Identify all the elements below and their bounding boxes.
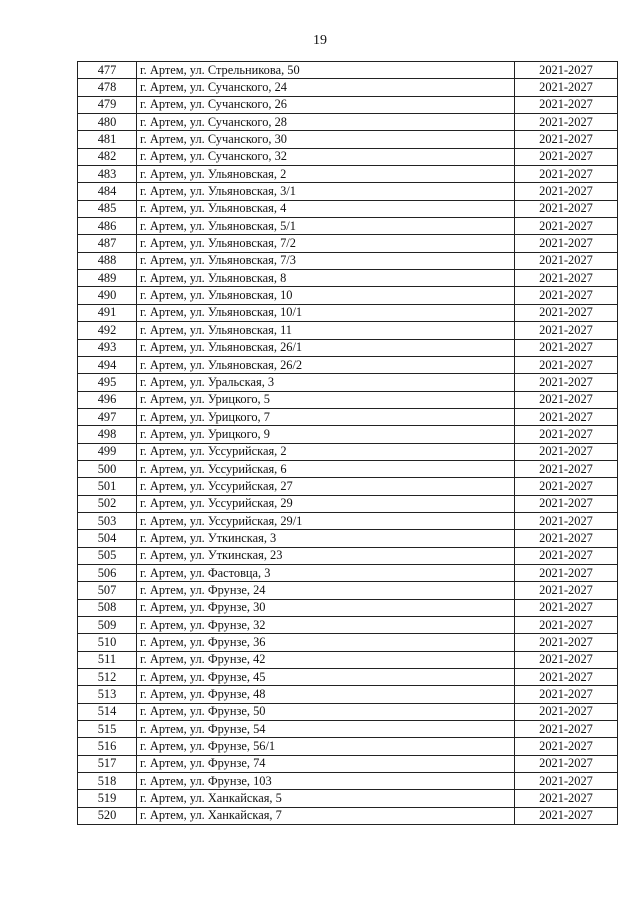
table-row	[78, 148, 618, 165]
period-cell: 2021-2027	[515, 62, 618, 79]
table-row	[78, 322, 618, 339]
table-row	[78, 131, 618, 148]
period-cell: 2021-2027	[515, 200, 618, 217]
period-cell: 2021-2027	[515, 96, 618, 113]
table-row	[78, 252, 618, 269]
address-cell: г. Артем, ул. Урицкого, 9	[137, 426, 515, 443]
table-row	[78, 79, 618, 96]
address-cell: г. Артем, ул. Сучанского, 30	[137, 131, 515, 148]
address-cell: г. Артем, ул. Фрунзе, 74	[137, 755, 515, 772]
period-cell: 2021-2027	[515, 564, 618, 581]
table-row	[78, 703, 618, 720]
address-cell: г. Артем, ул. Уральская, 3	[137, 374, 515, 391]
table-row	[78, 512, 618, 529]
address-cell: г. Артем, ул. Ульяновская, 26/1	[137, 339, 515, 356]
address-table	[77, 61, 618, 825]
row-number-cell: 479	[78, 96, 137, 113]
period-cell: 2021-2027	[515, 79, 618, 96]
table-row	[78, 790, 618, 807]
address-cell: г. Артем, ул. Сучанского, 24	[137, 79, 515, 96]
address-cell: г. Артем, ул. Ульяновская, 10	[137, 287, 515, 304]
table-row	[78, 599, 618, 616]
table-row	[78, 426, 618, 443]
period-cell: 2021-2027	[515, 617, 618, 634]
row-number-cell: 509	[78, 617, 137, 634]
period-cell: 2021-2027	[515, 339, 618, 356]
period-cell: 2021-2027	[515, 755, 618, 772]
row-number-cell: 505	[78, 547, 137, 564]
address-cell: г. Артем, ул. Фрунзе, 56/1	[137, 738, 515, 755]
row-number-cell: 500	[78, 460, 137, 477]
table-row	[78, 96, 618, 113]
row-number-cell: 481	[78, 131, 137, 148]
address-cell: г. Артем, ул. Ульяновская, 2	[137, 166, 515, 183]
row-number-cell: 486	[78, 218, 137, 235]
period-cell: 2021-2027	[515, 669, 618, 686]
address-cell: г. Артем, ул. Ханкайская, 7	[137, 807, 515, 824]
address-cell: г. Артем, ул. Ульяновская, 5/1	[137, 218, 515, 235]
row-number-cell: 510	[78, 634, 137, 651]
address-cell: г. Артем, ул. Сучанского, 26	[137, 96, 515, 113]
table-row	[78, 755, 618, 772]
address-cell: г. Артем, ул. Фрунзе, 42	[137, 651, 515, 668]
table-row	[78, 460, 618, 477]
row-number-cell: 517	[78, 755, 137, 772]
address-cell: г. Артем, ул. Уссурийская, 6	[137, 460, 515, 477]
period-cell: 2021-2027	[515, 634, 618, 651]
table-row	[78, 374, 618, 391]
table-row	[78, 582, 618, 599]
address-cell: г. Артем, ул. Фрунзе, 24	[137, 582, 515, 599]
address-cell: г. Артем, ул. Фрунзе, 36	[137, 634, 515, 651]
row-number-cell: 490	[78, 287, 137, 304]
row-number-cell: 494	[78, 356, 137, 373]
address-cell: г. Артем, ул. Ульяновская, 10/1	[137, 304, 515, 321]
address-cell: г. Артем, ул. Уткинская, 23	[137, 547, 515, 564]
address-cell: г. Артем, ул. Фрунзе, 45	[137, 669, 515, 686]
row-number-cell: 495	[78, 374, 137, 391]
table-row	[78, 62, 618, 79]
table-row	[78, 738, 618, 755]
row-number-cell: 477	[78, 62, 137, 79]
address-cell: г. Артем, ул. Ульяновская, 8	[137, 270, 515, 287]
table-row	[78, 443, 618, 460]
table-row	[78, 669, 618, 686]
address-cell: г. Артем, ул. Ульяновская, 11	[137, 322, 515, 339]
row-number-cell: 503	[78, 512, 137, 529]
row-number-cell: 478	[78, 79, 137, 96]
table-row	[78, 408, 618, 425]
table-row	[78, 200, 618, 217]
period-cell: 2021-2027	[515, 322, 618, 339]
row-number-cell: 484	[78, 183, 137, 200]
period-cell: 2021-2027	[515, 356, 618, 373]
table-row	[78, 218, 618, 235]
period-cell: 2021-2027	[515, 651, 618, 668]
address-cell: г. Артем, ул. Сучанского, 32	[137, 148, 515, 165]
row-number-cell: 496	[78, 391, 137, 408]
row-number-cell: 489	[78, 270, 137, 287]
row-number-cell: 485	[78, 200, 137, 217]
table-row	[78, 356, 618, 373]
period-cell: 2021-2027	[515, 721, 618, 738]
address-cell: г. Артем, ул. Стрельникова, 50	[137, 62, 515, 79]
address-cell: г. Артем, ул. Урицкого, 5	[137, 391, 515, 408]
period-cell: 2021-2027	[515, 807, 618, 824]
table-row	[78, 530, 618, 547]
address-cell: г. Артем, ул. Фастовца, 3	[137, 564, 515, 581]
row-number-cell: 520	[78, 807, 137, 824]
address-cell: г. Артем, ул. Фрунзе, 50	[137, 703, 515, 720]
row-number-cell: 504	[78, 530, 137, 547]
period-cell: 2021-2027	[515, 686, 618, 703]
address-cell: г. Артем, ул. Ульяновская, 7/2	[137, 235, 515, 252]
row-number-cell: 506	[78, 564, 137, 581]
period-cell: 2021-2027	[515, 512, 618, 529]
row-number-cell: 483	[78, 166, 137, 183]
period-cell: 2021-2027	[515, 582, 618, 599]
table-row	[78, 235, 618, 252]
address-cell: г. Артем, ул. Уссурийская, 27	[137, 478, 515, 495]
period-cell: 2021-2027	[515, 166, 618, 183]
period-cell: 2021-2027	[515, 790, 618, 807]
table-row	[78, 339, 618, 356]
row-number-cell: 513	[78, 686, 137, 703]
address-cell: г. Артем, ул. Уссурийская, 29	[137, 495, 515, 512]
period-cell: 2021-2027	[515, 599, 618, 616]
address-cell: г. Артем, ул. Ульяновская, 4	[137, 200, 515, 217]
address-cell: г. Артем, ул. Ульяновская, 3/1	[137, 183, 515, 200]
row-number-cell: 482	[78, 148, 137, 165]
address-cell: г. Артем, ул. Фрунзе, 48	[137, 686, 515, 703]
period-cell: 2021-2027	[515, 183, 618, 200]
row-number-cell: 492	[78, 322, 137, 339]
row-number-cell: 508	[78, 599, 137, 616]
period-cell: 2021-2027	[515, 252, 618, 269]
row-number-cell: 487	[78, 235, 137, 252]
address-cell: г. Артем, ул. Уссурийская, 29/1	[137, 512, 515, 529]
row-number-cell: 516	[78, 738, 137, 755]
address-cell: г. Артем, ул. Ханкайская, 5	[137, 790, 515, 807]
page-number: 19	[313, 33, 327, 48]
table-row	[78, 270, 618, 287]
table-row	[78, 721, 618, 738]
period-cell: 2021-2027	[515, 391, 618, 408]
row-number-cell: 493	[78, 339, 137, 356]
table-row	[78, 495, 618, 512]
period-cell: 2021-2027	[515, 287, 618, 304]
row-number-cell: 498	[78, 426, 137, 443]
row-number-cell: 512	[78, 669, 137, 686]
table-row	[78, 114, 618, 131]
address-cell: г. Артем, ул. Уткинская, 3	[137, 530, 515, 547]
address-cell: г. Артем, ул. Уссурийская, 2	[137, 443, 515, 460]
period-cell: 2021-2027	[515, 114, 618, 131]
table-row	[78, 564, 618, 581]
period-cell: 2021-2027	[515, 773, 618, 790]
period-cell: 2021-2027	[515, 738, 618, 755]
period-cell: 2021-2027	[515, 270, 618, 287]
table-row	[78, 617, 618, 634]
period-cell: 2021-2027	[515, 304, 618, 321]
period-cell: 2021-2027	[515, 703, 618, 720]
row-number-cell: 497	[78, 408, 137, 425]
period-cell: 2021-2027	[515, 148, 618, 165]
table-body	[78, 62, 618, 825]
period-cell: 2021-2027	[515, 495, 618, 512]
address-cell: г. Артем, ул. Фрунзе, 103	[137, 773, 515, 790]
row-number-cell: 515	[78, 721, 137, 738]
address-cell: г. Артем, ул. Фрунзе, 30	[137, 599, 515, 616]
address-cell: г. Артем, ул. Фрунзе, 32	[137, 617, 515, 634]
address-cell: г. Артем, ул. Ульяновская, 7/3	[137, 252, 515, 269]
row-number-cell: 511	[78, 651, 137, 668]
table-row	[78, 634, 618, 651]
table-row	[78, 391, 618, 408]
period-cell: 2021-2027	[515, 443, 618, 460]
table-row	[78, 547, 618, 564]
table-row	[78, 166, 618, 183]
table-row	[78, 287, 618, 304]
address-cell: г. Артем, ул. Фрунзе, 54	[137, 721, 515, 738]
table-row	[78, 183, 618, 200]
table-row	[78, 773, 618, 790]
period-cell: 2021-2027	[515, 374, 618, 391]
row-number-cell: 514	[78, 703, 137, 720]
address-cell: г. Артем, ул. Ульяновская, 26/2	[137, 356, 515, 373]
row-number-cell: 502	[78, 495, 137, 512]
address-cell: г. Артем, ул. Урицкого, 7	[137, 408, 515, 425]
table-row	[78, 651, 618, 668]
address-cell: г. Артем, ул. Сучанского, 28	[137, 114, 515, 131]
row-number-cell: 501	[78, 478, 137, 495]
period-cell: 2021-2027	[515, 426, 618, 443]
period-cell: 2021-2027	[515, 408, 618, 425]
period-cell: 2021-2027	[515, 530, 618, 547]
row-number-cell: 518	[78, 773, 137, 790]
table-row	[78, 686, 618, 703]
period-cell: 2021-2027	[515, 131, 618, 148]
row-number-cell: 499	[78, 443, 137, 460]
row-number-cell: 480	[78, 114, 137, 131]
row-number-cell: 519	[78, 790, 137, 807]
period-cell: 2021-2027	[515, 235, 618, 252]
row-number-cell: 488	[78, 252, 137, 269]
period-cell: 2021-2027	[515, 547, 618, 564]
table-row	[78, 478, 618, 495]
row-number-cell: 491	[78, 304, 137, 321]
table-row	[78, 807, 618, 824]
period-cell: 2021-2027	[515, 478, 618, 495]
period-cell: 2021-2027	[515, 460, 618, 477]
table-row	[78, 304, 618, 321]
row-number-cell: 507	[78, 582, 137, 599]
period-cell: 2021-2027	[515, 218, 618, 235]
